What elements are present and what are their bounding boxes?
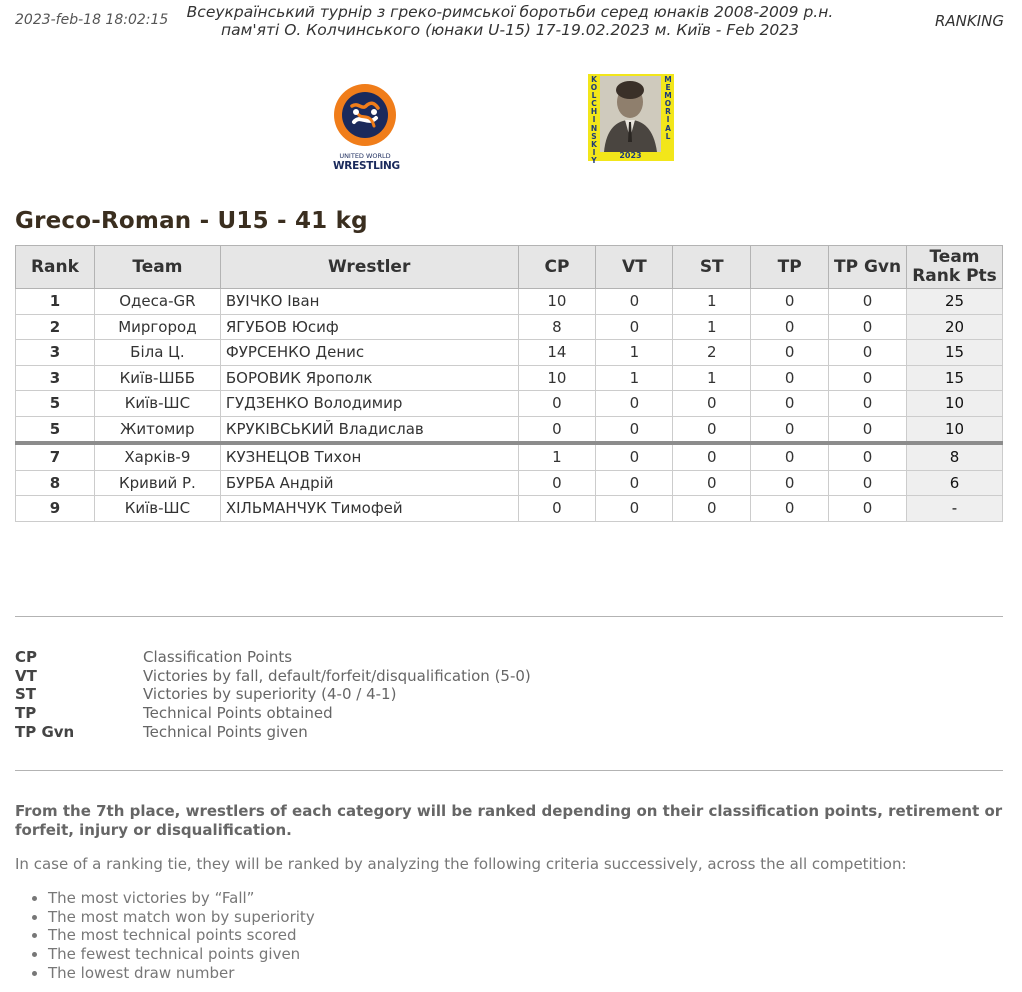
cell-tp: 0	[751, 391, 829, 417]
legend-abbr: TP	[15, 704, 37, 723]
legend-desc: Victories by fall, default/forfeit/disqualification (5-0)	[143, 666, 531, 685]
table-row	[16, 470, 1003, 496]
cell-wrestler: БУРБА Андрій	[220, 470, 518, 496]
col-header-team-rank-pts	[907, 246, 1003, 289]
legend-item	[15, 648, 531, 667]
legend-abbr: CP	[15, 648, 38, 666]
col-header-vt: VT	[596, 246, 673, 289]
cell-tp: 0	[751, 314, 829, 340]
cell-vt: 1	[596, 340, 673, 366]
cell-vt: 1	[596, 365, 673, 391]
cell-team: Житомир	[94, 416, 220, 443]
cell-st: 2	[673, 340, 751, 366]
divider	[15, 616, 1003, 617]
legend-desc: Victories by superiority (4-0 / 4-1)	[143, 685, 397, 704]
col-header-team-rank-pts-line1: Team	[929, 247, 980, 267]
divider	[15, 770, 1003, 771]
cell-tp: 0	[751, 340, 829, 366]
report-timestamp: 2023-feb-18 18:02:15	[15, 12, 169, 28]
cell-team: Кривий Р.	[94, 470, 220, 496]
cell-cp: 0	[518, 496, 596, 522]
cell-wrestler: ХІЛЬМАНЧУК Тимофей	[220, 496, 518, 522]
cell-st: 0	[673, 416, 751, 443]
cell-st: 0	[673, 470, 751, 496]
cell-cp: 10	[518, 289, 596, 315]
cell-team-rank-pts: 15	[907, 340, 1003, 366]
cell-cp: 0	[518, 470, 596, 496]
tournament-title-line1: Всеукраїнський турнір з греко-римської боротьби серед юнаків 2008-2009 р.н.	[186, 3, 834, 21]
list-item: • The most technical points scored	[48, 926, 315, 945]
uww-logo-line1: UNITED WORLD	[339, 152, 391, 160]
uww-emblem-icon	[334, 84, 396, 146]
cell-tp: 0	[751, 496, 829, 522]
ranking-table	[15, 245, 1003, 522]
cell-vt: 0	[596, 289, 673, 315]
cell-team-rank-pts: 25	[907, 289, 1003, 315]
cell-rank: 2	[16, 314, 95, 340]
cell-rank: 9	[16, 496, 95, 522]
legend-abbr: ST	[15, 685, 37, 704]
cell-vt: 0	[596, 470, 673, 496]
cell-tp-gvn: 0	[829, 391, 907, 417]
cell-team: Київ-ШББ	[94, 365, 220, 391]
legend-item	[15, 685, 531, 704]
cell-st: 1	[673, 365, 751, 391]
cell-tp: 0	[751, 365, 829, 391]
memorial-year: 2023	[619, 151, 642, 160]
cell-tp-gvn: 0	[829, 314, 907, 340]
col-header-wrestler: Wrestler	[220, 246, 518, 289]
col-header-st: ST	[673, 246, 751, 289]
cell-tp: 0	[751, 289, 829, 315]
cell-rank: 3	[16, 340, 95, 366]
kolchinskiy-memorial-logo	[588, 74, 674, 165]
cell-vt: 0	[596, 391, 673, 417]
cell-team-rank-pts: 20	[907, 314, 1003, 340]
legend-item	[15, 723, 531, 742]
table-row	[16, 496, 1003, 522]
legend-item	[15, 704, 531, 723]
cell-wrestler: ГУДЗЕНКО Володимир	[220, 391, 518, 417]
cell-team-rank-pts: 6	[907, 470, 1003, 496]
cell-vt: 0	[596, 496, 673, 522]
cell-wrestler: ФУРСЕНКО Денис	[220, 340, 518, 366]
cell-rank: 7	[16, 443, 95, 470]
cell-st: 0	[673, 496, 751, 522]
table-row	[16, 340, 1003, 366]
table-row	[16, 365, 1003, 391]
col-header-tp-gvn: TP Gvn	[829, 246, 907, 289]
cell-team: Біла Ц.	[94, 340, 220, 366]
cell-rank: 1	[16, 289, 95, 315]
portrait-photo	[600, 76, 661, 152]
cell-team: Київ-ШС	[94, 391, 220, 417]
cell-cp: 10	[518, 365, 596, 391]
cell-rank: 3	[16, 365, 95, 391]
tournament-title-line2: пам'яті О. Колчинського (юнаки U-15) 17-19.02.2023 м. Київ - Feb 2023	[221, 21, 799, 39]
cell-tp-gvn: 0	[829, 365, 907, 391]
ranking-rule-note: From the 7th place, wrestlers of each category will be ranked depending on their classification points, retirement or forfeit, injury or disqualification.	[15, 802, 1003, 839]
cell-st: 0	[673, 391, 751, 417]
table-row	[16, 289, 1003, 315]
list-item: • The fewest technical points given	[48, 945, 315, 964]
cell-wrestler: БОРОВИК Ярополк	[220, 365, 518, 391]
cell-tp: 0	[751, 416, 829, 443]
cell-tp-gvn: 0	[829, 470, 907, 496]
cell-cp: 0	[518, 391, 596, 417]
cell-team: Київ-ШС	[94, 496, 220, 522]
cell-rank: 5	[16, 416, 95, 443]
cell-st: 1	[673, 314, 751, 340]
cell-tp-gvn: 0	[829, 289, 907, 315]
cell-vt: 0	[596, 416, 673, 443]
memorial-right-text: M E M O R I A L	[664, 75, 672, 141]
cell-team: Харків-9	[94, 443, 220, 470]
tie-break-intro: In case of a ranking tie, they will be ranked by analyzing the following criteria successively, across the all competition:	[15, 855, 907, 873]
legend	[15, 648, 531, 742]
cell-tp: 0	[751, 443, 829, 470]
cell-team-rank-pts: 15	[907, 365, 1003, 391]
col-header-team-rank-pts-line2: Rank Pts	[912, 266, 997, 286]
legend-item	[15, 667, 531, 686]
uww-logo-line2: WRESTLING	[333, 160, 400, 172]
table-row	[16, 391, 1003, 417]
cell-tp-gvn: 0	[829, 416, 907, 443]
cell-team-rank-pts: 10	[907, 416, 1003, 443]
cell-team: Миргород	[94, 314, 220, 340]
list-item: • The most match won by superiority	[48, 908, 315, 927]
cell-rank: 8	[16, 470, 95, 496]
legend-abbr: TP Gvn	[15, 722, 75, 741]
report-type-label: RANKING	[934, 12, 1004, 30]
legend-abbr: VT	[15, 666, 37, 685]
tournament-title	[170, 3, 850, 39]
cell-team-rank-pts: -	[907, 496, 1003, 522]
legend-desc: Technical Points obtained	[143, 704, 333, 723]
cell-wrestler: КРУКІВСЬКИЙ Владислав	[220, 416, 518, 443]
uww-logo	[333, 84, 400, 172]
col-header-team: Team	[94, 246, 220, 289]
col-header-cp: CP	[518, 246, 596, 289]
table-row	[16, 443, 1003, 470]
cell-team-rank-pts: 8	[907, 443, 1003, 470]
cell-wrestler: ЯГУБОВ Юсиф	[220, 314, 518, 340]
memorial-left-text: K O L C H I N S K I Y	[590, 75, 598, 165]
table-header-row	[16, 246, 1003, 289]
cell-wrestler: КУЗНЕЦОВ Тихон	[220, 443, 518, 470]
cell-team: Одеса-GR	[94, 289, 220, 315]
cell-tp-gvn: 0	[829, 443, 907, 470]
legend-desc: Technical Points given	[143, 722, 308, 741]
cell-team-rank-pts: 10	[907, 391, 1003, 417]
col-header-tp: TP	[751, 246, 829, 289]
cell-tp-gvn: 0	[829, 340, 907, 366]
cell-cp: 1	[518, 443, 596, 470]
cell-cp: 8	[518, 314, 596, 340]
col-header-rank: Rank	[16, 246, 95, 289]
category-title: Greco-Roman - U15 - 41 kg	[15, 208, 368, 234]
cell-wrestler: ВУІЧКО Іван	[220, 289, 518, 315]
cell-cp: 14	[518, 340, 596, 366]
cell-tp: 0	[751, 470, 829, 496]
table-row	[16, 314, 1003, 340]
cell-st: 1	[673, 289, 751, 315]
legend-desc: Classification Points	[143, 648, 293, 666]
tie-break-criteria-list	[15, 889, 315, 983]
cell-tp-gvn: 0	[829, 496, 907, 522]
cell-vt: 0	[596, 443, 673, 470]
list-item: • The most victories by “Fall”	[48, 889, 315, 908]
cell-vt: 0	[596, 314, 673, 340]
cell-st: 0	[673, 443, 751, 470]
cell-cp: 0	[518, 416, 596, 443]
cell-rank: 5	[16, 391, 95, 417]
list-item: • The lowest draw number	[48, 964, 315, 983]
table-row	[16, 416, 1003, 443]
